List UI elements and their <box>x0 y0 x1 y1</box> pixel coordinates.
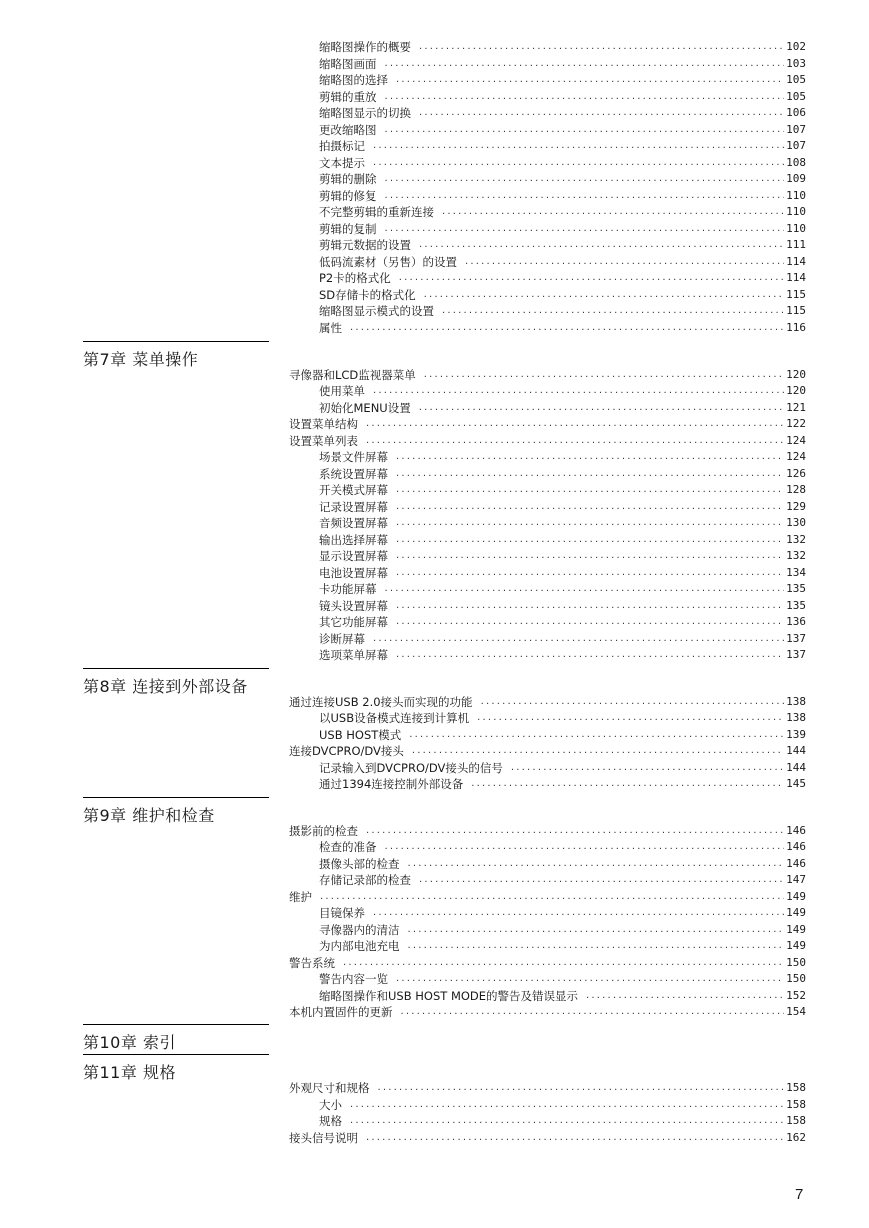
toc-entry-page: 144 <box>786 761 806 774</box>
toc-entry-page: 110 <box>786 222 806 235</box>
chapter-title: 第9章 维护和检查 <box>83 806 215 825</box>
toc-leader-dots <box>396 72 784 88</box>
toc-entry[interactable] <box>289 416 806 432</box>
toc-entry-label: 目镜保养 <box>319 906 365 920</box>
toc-entry[interactable] <box>319 400 806 416</box>
toc-entry-page: 110 <box>786 205 806 218</box>
toc-leader-dots <box>366 1130 784 1146</box>
toc-entry-label: 诊断屏幕 <box>319 632 365 646</box>
toc-entry-page: 146 <box>786 840 806 853</box>
toc-entry-page: 110 <box>786 189 806 202</box>
toc-entry-page: 128 <box>786 483 806 496</box>
toc-entry-label: 剪辑的复制 <box>319 222 377 236</box>
toc-entry-page: 102 <box>786 40 806 53</box>
toc-entry-label: 缩略图的选择 <box>319 73 388 87</box>
toc-entry[interactable] <box>319 482 806 498</box>
toc-entry[interactable] <box>319 270 806 286</box>
toc-entry[interactable] <box>319 631 806 647</box>
toc-entry-label: 剪辑的重放 <box>319 90 377 104</box>
toc-entry-label: 大小 <box>319 1098 342 1112</box>
toc-entry[interactable] <box>319 138 806 154</box>
toc-leader-dots <box>378 1080 785 1096</box>
toc-entry[interactable] <box>319 39 806 55</box>
toc-leader-dots <box>396 548 784 564</box>
toc-entry-page: 121 <box>786 401 806 414</box>
toc-entry[interactable] <box>289 889 806 905</box>
toc-entry-label: 拍摄标记 <box>319 139 365 153</box>
toc-leader-dots <box>373 631 784 647</box>
toc-entry[interactable] <box>319 72 806 88</box>
toc-entry-page: 137 <box>786 648 806 661</box>
toc-entry-page: 109 <box>786 172 806 185</box>
toc-leader-dots <box>396 598 784 614</box>
toc-entry-label: 寻像器和LCD监视器菜单 <box>289 368 416 382</box>
toc-leader-dots <box>409 727 784 743</box>
toc-leader-dots <box>396 532 784 548</box>
toc-leader-dots <box>385 581 785 597</box>
toc-entry-label: 连接DVCPRO/DV接头 <box>289 744 404 758</box>
toc-leader-dots <box>366 433 784 449</box>
toc-entry-label: 通过1394连接控制外部设备 <box>319 777 464 791</box>
toc-entry-label: 存储记录部的检查 <box>319 873 411 887</box>
toc-entry-page: 124 <box>786 450 806 463</box>
toc-entry-label: 卡功能屏幕 <box>319 582 377 596</box>
toc-leader-dots <box>396 499 784 515</box>
toc-leader-dots <box>373 383 784 399</box>
toc-entry[interactable] <box>319 872 806 888</box>
toc-leader-dots <box>350 1097 784 1113</box>
toc-entry-label: 剪辑元数据的设置 <box>319 238 411 252</box>
toc-entry-label: 剪辑的删除 <box>319 172 377 186</box>
chapter-title: 第10章 索引 <box>83 1033 176 1052</box>
toc-entry-label: 以USB设备模式连接到计算机 <box>319 711 470 725</box>
toc-leader-dots <box>396 515 784 531</box>
toc-entry-page: 124 <box>786 434 806 447</box>
toc-entry-page: 115 <box>786 288 806 301</box>
toc-entry-label: SD存储卡的格式化 <box>319 288 416 302</box>
toc-entry-page: 144 <box>786 744 806 757</box>
toc-entry-page: 129 <box>786 500 806 513</box>
toc-entry-page: 114 <box>786 255 806 268</box>
toc-entry-label: 低码流素材（另售）的设置 <box>319 255 457 269</box>
toc-entry[interactable] <box>289 367 806 383</box>
toc-entry[interactable] <box>319 971 806 987</box>
toc-entry[interactable] <box>319 89 806 105</box>
toc-entry[interactable] <box>319 905 806 921</box>
toc-entry-label: 更改缩略图 <box>319 123 377 137</box>
toc-leader-dots <box>373 138 784 154</box>
toc-entry[interactable] <box>319 1113 806 1129</box>
toc-entry-page: 132 <box>786 549 806 562</box>
toc-entry-label: 缩略图画面 <box>319 57 377 71</box>
toc-entry-label: 属性 <box>319 321 342 335</box>
toc-entry[interactable] <box>319 938 806 954</box>
toc-entry-page: 105 <box>786 73 806 86</box>
chapter-heading-8 <box>83 668 269 697</box>
toc-entry[interactable] <box>319 105 806 121</box>
toc-leader-dots <box>408 856 785 872</box>
toc-entry-page: 147 <box>786 873 806 886</box>
toc-entry[interactable] <box>319 254 806 270</box>
toc-entry-label: 镜头设置屏幕 <box>319 599 388 613</box>
toc-entry[interactable] <box>319 598 806 614</box>
toc-entry-page: 149 <box>786 890 806 903</box>
toc-entry-page: 152 <box>786 989 806 1002</box>
toc-entry-page: 139 <box>786 728 806 741</box>
toc-entry-label: 音频设置屏幕 <box>319 516 388 530</box>
toc-entry[interactable] <box>289 743 806 759</box>
toc-leader-dots <box>399 270 784 286</box>
toc-entry-label: 警告内容一览 <box>319 972 388 986</box>
toc-leader-dots <box>442 303 784 319</box>
toc-entry-label: 输出选择屏幕 <box>319 533 388 547</box>
toc-entry-page: 126 <box>786 467 806 480</box>
toc-leader-dots <box>373 905 784 921</box>
toc-entry-page: 106 <box>786 106 806 119</box>
toc-leader-dots <box>419 400 784 416</box>
toc-entry-page: 114 <box>786 271 806 284</box>
toc-entry-page: 116 <box>786 321 806 334</box>
toc-entry-label: 本机内置固件的更新 <box>289 1005 393 1019</box>
toc-entry[interactable] <box>319 122 806 138</box>
toc-entry-label: 检查的准备 <box>319 840 377 854</box>
page-number: 7 <box>795 1186 804 1203</box>
toc-leader-dots <box>396 466 784 482</box>
toc-leader-dots <box>385 839 785 855</box>
toc-leader-dots <box>424 287 784 303</box>
toc-entry-label: 摄影前的检查 <box>289 824 358 838</box>
toc-entry-page: 158 <box>786 1114 806 1127</box>
toc-entry-page: 146 <box>786 857 806 870</box>
toc-leader-dots <box>419 872 784 888</box>
toc-leader-dots <box>465 254 784 270</box>
toc-entry[interactable] <box>319 710 806 726</box>
toc-entry-label: 警告系统 <box>289 956 335 970</box>
toc-leader-dots <box>471 776 784 792</box>
toc-entry-label: 摄像头部的检查 <box>319 857 400 871</box>
toc-entry-page: 138 <box>786 695 806 708</box>
toc-entry-page: 162 <box>786 1131 806 1144</box>
toc-leader-dots <box>350 320 784 336</box>
toc-leader-dots <box>408 922 785 938</box>
toc-entry[interactable] <box>319 171 806 187</box>
toc-entry-label: 接头信号说明 <box>289 1131 358 1145</box>
toc-entry[interactable] <box>319 565 806 581</box>
toc-entry-page: 137 <box>786 632 806 645</box>
toc-entry-page: 136 <box>786 615 806 628</box>
toc-entry[interactable] <box>319 760 806 776</box>
toc-entry-page: 120 <box>786 368 806 381</box>
toc-leader-dots <box>419 237 784 253</box>
toc-entry-label: 选项菜单屏幕 <box>319 648 388 662</box>
toc-entry[interactable] <box>319 922 806 938</box>
toc-leader-dots <box>373 155 784 171</box>
toc-leader-dots <box>401 1004 785 1020</box>
toc-leader-dots <box>396 482 784 498</box>
toc-entry-label: 其它功能屏幕 <box>319 615 388 629</box>
toc-leader-dots <box>396 614 784 630</box>
toc-leader-dots <box>396 647 784 663</box>
toc-leader-dots <box>385 221 785 237</box>
toc-leader-dots <box>396 971 784 987</box>
toc-entry[interactable] <box>289 1080 806 1096</box>
toc-leader-dots <box>350 1113 784 1129</box>
toc-entry-label: 缩略图操作和USB HOST MODE的警告及错误显示 <box>319 989 579 1003</box>
toc-entry[interactable] <box>319 839 806 855</box>
toc-entry[interactable] <box>319 204 806 220</box>
toc-entry[interactable] <box>319 221 806 237</box>
toc-entry[interactable] <box>319 647 806 663</box>
toc-entry[interactable] <box>319 548 806 564</box>
toc-leader-dots <box>442 204 784 220</box>
toc-entry[interactable] <box>319 614 806 630</box>
toc-entry[interactable] <box>319 532 806 548</box>
toc-entry[interactable] <box>319 499 806 515</box>
chapter-title: 第11章 规格 <box>83 1063 176 1082</box>
toc-entry[interactable] <box>289 1004 806 1020</box>
toc-leader-dots <box>424 367 784 383</box>
toc-entry-label: 开关模式屏幕 <box>319 483 388 497</box>
toc-entry-label: 电池设置屏幕 <box>319 566 388 580</box>
chapter-title: 第7章 菜单操作 <box>83 350 199 369</box>
toc-entry-page: 120 <box>786 384 806 397</box>
toc-leader-dots <box>419 105 784 121</box>
toc-leader-dots <box>511 760 784 776</box>
toc-entry-page: 149 <box>786 923 806 936</box>
toc-entry-label: 初始化MENU设置 <box>319 401 411 415</box>
toc-entry-page: 105 <box>786 90 806 103</box>
toc-entry-label: 显示设置屏幕 <box>319 549 388 563</box>
toc-entry-page: 138 <box>786 711 806 724</box>
chapter-heading-7 <box>83 341 269 370</box>
toc-entry-label: 场景文件屏幕 <box>319 450 388 464</box>
toc-entry[interactable] <box>319 466 806 482</box>
toc-entry-page: 134 <box>786 566 806 579</box>
toc-entry-label: 剪辑的修复 <box>319 189 377 203</box>
toc-entry-page: 149 <box>786 906 806 919</box>
toc-entry[interactable] <box>319 581 806 597</box>
toc-entry-page: 107 <box>786 139 806 152</box>
toc-leader-dots <box>366 416 784 432</box>
toc-entry-label: 为内部电池充电 <box>319 939 400 953</box>
toc-entry[interactable] <box>319 856 806 872</box>
toc-leader-dots <box>320 889 784 905</box>
toc-entry-label: P2卡的格式化 <box>319 271 391 285</box>
toc-entry-label: 外观尺寸和规格 <box>289 1081 370 1095</box>
chapter-title: 第8章 连接到外部设备 <box>83 677 248 696</box>
toc-leader-dots <box>412 743 784 759</box>
toc-entry-page: 135 <box>786 599 806 612</box>
toc-entry-page: 103 <box>786 57 806 70</box>
toc-leader-dots <box>385 122 785 138</box>
toc-entry-label: 文本提示 <box>319 156 365 170</box>
toc-leader-dots <box>385 171 785 187</box>
toc-entry-page: 158 <box>786 1098 806 1111</box>
toc-entry[interactable] <box>319 1097 806 1113</box>
toc-entry[interactable] <box>319 56 806 72</box>
toc-entry-page: 145 <box>786 777 806 790</box>
toc-entry-label: 不完整剪辑的重新连接 <box>319 205 434 219</box>
toc-entry-label: 设置菜单结构 <box>289 417 358 431</box>
toc-entry-label: 设置菜单列表 <box>289 434 358 448</box>
toc-entry-label: 记录设置屏幕 <box>319 500 388 514</box>
toc-entry[interactable] <box>289 1130 806 1146</box>
toc-entry[interactable] <box>319 515 806 531</box>
chapter-heading-11 <box>83 1054 269 1083</box>
toc-leader-dots <box>481 694 785 710</box>
toc-entry-label: 缩略图显示模式的设置 <box>319 304 434 318</box>
toc-entry-label: 寻像器内的清洁 <box>319 923 400 937</box>
toc-leader-dots <box>366 823 784 839</box>
toc-entry[interactable] <box>289 433 806 449</box>
toc-entry-label: USB HOST模式 <box>319 728 402 742</box>
toc-entry[interactable] <box>319 383 806 399</box>
toc-entry[interactable] <box>319 237 806 253</box>
toc-entry-label: 维护 <box>289 890 312 904</box>
chapter-heading-9 <box>83 797 269 826</box>
toc-entry-page: 135 <box>786 582 806 595</box>
toc-entry-label: 系统设置屏幕 <box>319 467 388 481</box>
toc-entry-label: 记录输入到DVCPRO/DV接头的信号 <box>319 761 503 775</box>
toc-entry[interactable] <box>319 188 806 204</box>
toc-entry[interactable] <box>289 823 806 839</box>
toc-entry[interactable] <box>289 955 806 971</box>
toc-leader-dots <box>477 710 784 726</box>
toc-entry-label: 缩略图显示的切换 <box>319 106 411 120</box>
toc-entry-label: 通过连接USB 2.0接头而实现的功能 <box>289 695 473 709</box>
toc-entry-page: 149 <box>786 939 806 952</box>
toc-entry[interactable] <box>319 727 806 743</box>
toc-leader-dots <box>385 89 785 105</box>
toc-entry[interactable] <box>319 320 806 336</box>
toc-entry[interactable] <box>319 287 806 303</box>
toc-leader-dots <box>385 56 785 72</box>
toc-leader-dots <box>396 449 784 465</box>
toc-entry[interactable] <box>319 449 806 465</box>
toc-entry[interactable] <box>319 776 806 792</box>
toc-entry[interactable] <box>319 303 806 319</box>
toc-entry-page: 154 <box>786 1005 806 1018</box>
toc-entry-label: 缩略图操作的概要 <box>319 40 411 54</box>
toc-leader-dots <box>396 565 784 581</box>
toc-entry-page: 146 <box>786 824 806 837</box>
chapter-heading-10 <box>83 1024 269 1053</box>
toc-entry-page: 122 <box>786 417 806 430</box>
toc-entry-page: 158 <box>786 1081 806 1094</box>
toc-leader-dots <box>586 988 784 1004</box>
toc-entry[interactable] <box>289 694 806 710</box>
toc-leader-dots <box>343 955 784 971</box>
toc-entry-page: 150 <box>786 956 806 969</box>
toc-leader-dots <box>385 188 785 204</box>
toc-entry-page: 150 <box>786 972 806 985</box>
toc-entry-page: 107 <box>786 123 806 136</box>
toc-entry[interactable] <box>319 988 806 1004</box>
toc-entry-page: 115 <box>786 304 806 317</box>
toc-entry-label: 使用菜单 <box>319 384 365 398</box>
toc-entry-page: 108 <box>786 156 806 169</box>
toc-leader-dots <box>419 39 784 55</box>
toc-entry-page: 132 <box>786 533 806 546</box>
toc-entry-page: 130 <box>786 516 806 529</box>
toc-entry[interactable] <box>319 155 806 171</box>
toc-leader-dots <box>408 938 785 954</box>
toc-entry-page: 111 <box>786 238 806 251</box>
toc-entry-label: 规格 <box>319 1114 342 1128</box>
